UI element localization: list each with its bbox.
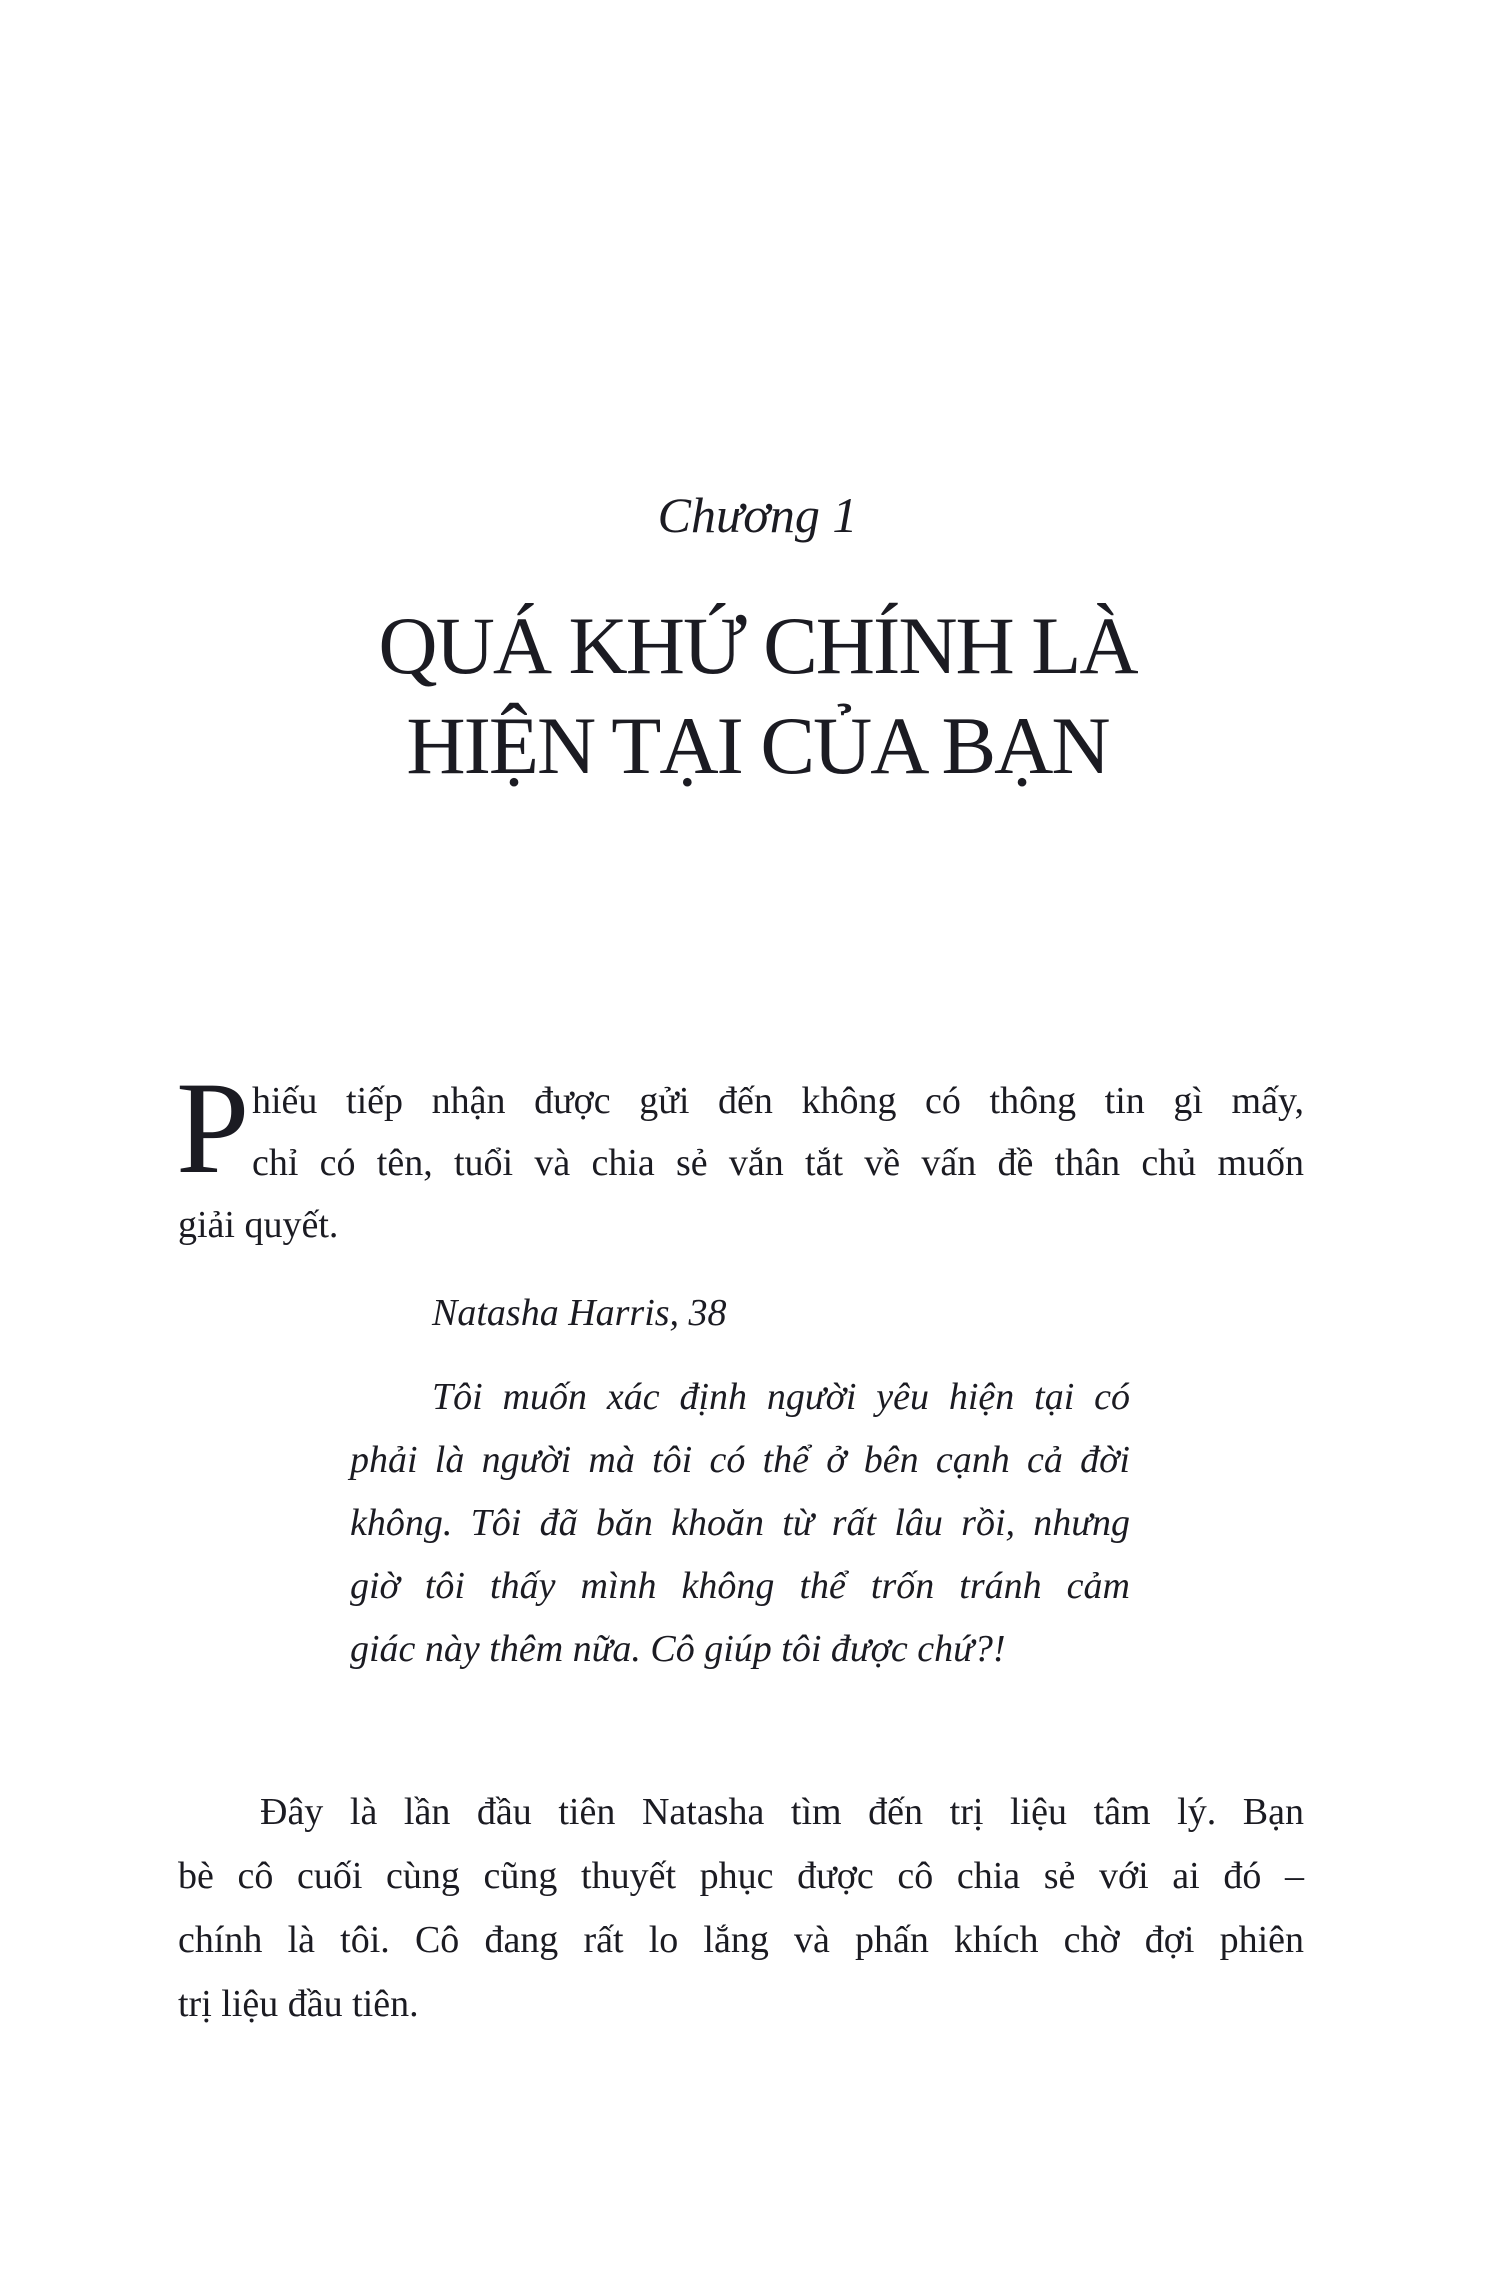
text-line: giờ tôi thấy mình không thể trốn tránh cảm <box>350 1565 1130 1607</box>
text-line: chính là tôi. Cô đang rất lo lắng và phấn khích chờ đợi phiên <box>178 1919 1304 1961</box>
text-line: không. Tôi đã băn khoăn từ rất lâu rồi, nhưng <box>350 1502 1130 1544</box>
text-line: Đây là lần đầu tiên Natasha tìm đến trị liệu tâm lý. Bạn <box>260 1791 1304 1833</box>
drop-cap: P <box>176 1054 250 1201</box>
text-line: giải quyết. <box>178 1204 339 1246</box>
chapter-label: Chương 1 <box>657 487 858 543</box>
chapter-title <box>0 596 1499 796</box>
client-name: Natasha Harris, 38 <box>432 1292 727 1334</box>
text-line: chỉ có tên, tuổi và chia sẻ vắn tắt về vấn đề thân chủ muốn <box>252 1142 1304 1184</box>
text-line: trị liệu đầu tiên. <box>178 1983 419 2025</box>
intake-paragraph <box>178 1070 1304 1256</box>
chapter-title-line-2: HIỆN TẠI CỦA BẠN <box>406 700 1109 791</box>
text-line: hiếu tiếp nhận được gửi đến không có thông tin gì mấy, <box>252 1080 1304 1122</box>
client-quote <box>350 1366 1130 1681</box>
chapter-title-line-1: QUÁ KHỨ CHÍNH LÀ <box>378 600 1137 691</box>
text-line: phải là người mà tôi có thể ở bên cạnh cả đời <box>350 1439 1130 1481</box>
text-line: Tôi muốn xác định người yêu hiện tại có <box>432 1376 1130 1418</box>
text-line: bè cô cuối cùng cũng thuyết phục được cô chia sẻ với ai đó – <box>178 1855 1304 1897</box>
closing-paragraph <box>178 1780 1304 2036</box>
text-line: giác này thêm nữa. Cô giúp tôi được chứ?! <box>350 1628 1006 1670</box>
